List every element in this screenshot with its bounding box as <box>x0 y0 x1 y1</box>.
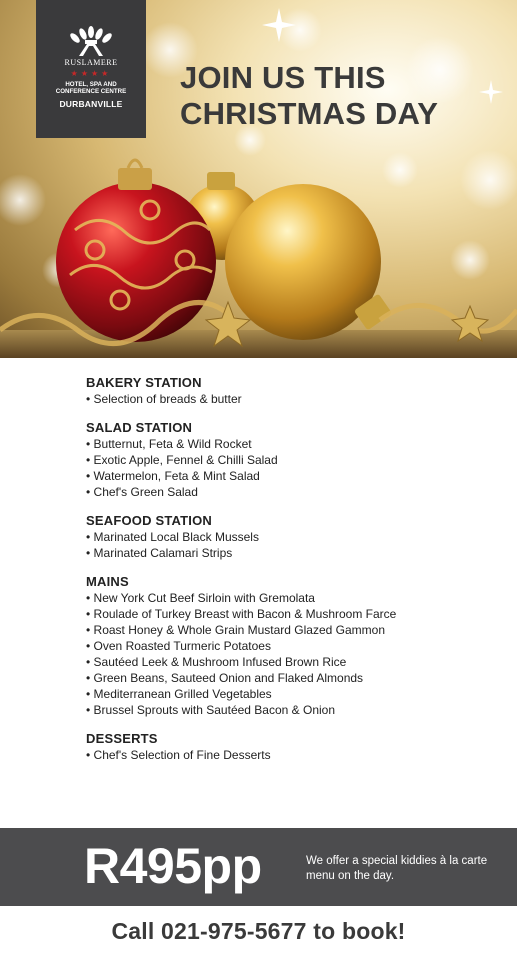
section-title: SEAFOOD STATION <box>86 513 213 528</box>
section-title: BAKERY STATION <box>86 375 202 390</box>
headline <box>180 60 438 132</box>
list-item: • Chef's Selection of Fine Desserts <box>86 747 496 763</box>
logo-subtitle-line2: CONFERENCE CENTRE <box>55 88 127 95</box>
list-item: • Brussel Sprouts with Sautéed Bacon & Onion <box>86 702 496 718</box>
list-item: • Roulade of Turkey Breast with Bacon & Mushroom Farce <box>86 606 496 622</box>
price-amount: R495pp <box>84 838 262 894</box>
section-title: DESSERTS <box>86 731 158 746</box>
headline-line1: JOIN US THIS <box>180 60 386 95</box>
kids-menu-note: We offer a special kiddies à la carte menu on the day. <box>306 855 488 882</box>
headline-line2: CHRISTMAS DAY <box>180 96 439 131</box>
hero-banner <box>0 0 517 358</box>
mains-section <box>86 574 496 718</box>
list-item: • Watermelon, Feta & Mint Salad <box>86 468 496 484</box>
wheat-sheaf-icon <box>65 26 117 56</box>
salad-section <box>86 420 496 500</box>
list-item: • Butternut, Feta & Wild Rocket <box>86 436 496 452</box>
list-item: • Oven Roasted Turmeric Potatoes <box>86 638 496 654</box>
logo-city: DURBANVILLE <box>59 99 123 109</box>
logo-subtitle-line1: HOTEL, SPA AND <box>65 81 117 88</box>
list-item: • Marinated Local Black Mussels <box>86 529 496 545</box>
booking-call-to-action: Call 021-975-5677 to book! <box>111 918 406 944</box>
list-item: • Marinated Calamari Strips <box>86 545 496 561</box>
logo-brand: RUSLAMERE <box>64 58 118 67</box>
bakery-section <box>86 375 496 407</box>
section-title: MAINS <box>86 574 129 589</box>
price-band <box>0 828 517 906</box>
menu <box>86 375 496 776</box>
list-item: • New York Cut Beef Sirloin with Gremolata <box>86 590 496 606</box>
list-item: • Sautéed Leek & Mushroom Infused Brown Rice <box>86 654 496 670</box>
list-item: • Roast Honey & Whole Grain Mustard Glazed Gammon <box>86 622 496 638</box>
list-item: • Green Beans, Sauteed Onion and Flaked Almonds <box>86 670 496 686</box>
logo-stars: ★★★★ <box>70 69 112 78</box>
list-item: • Chef's Green Salad <box>86 484 496 500</box>
list-item: • Mediterranean Grilled Vegetables <box>86 686 496 702</box>
hotel-logo <box>36 0 146 138</box>
section-title: SALAD STATION <box>86 420 193 435</box>
desserts-section <box>86 731 496 763</box>
seafood-section <box>86 513 496 561</box>
list-item: • Selection of breads & butter <box>86 391 496 407</box>
list-item: • Exotic Apple, Fennel & Chilli Salad <box>86 452 496 468</box>
